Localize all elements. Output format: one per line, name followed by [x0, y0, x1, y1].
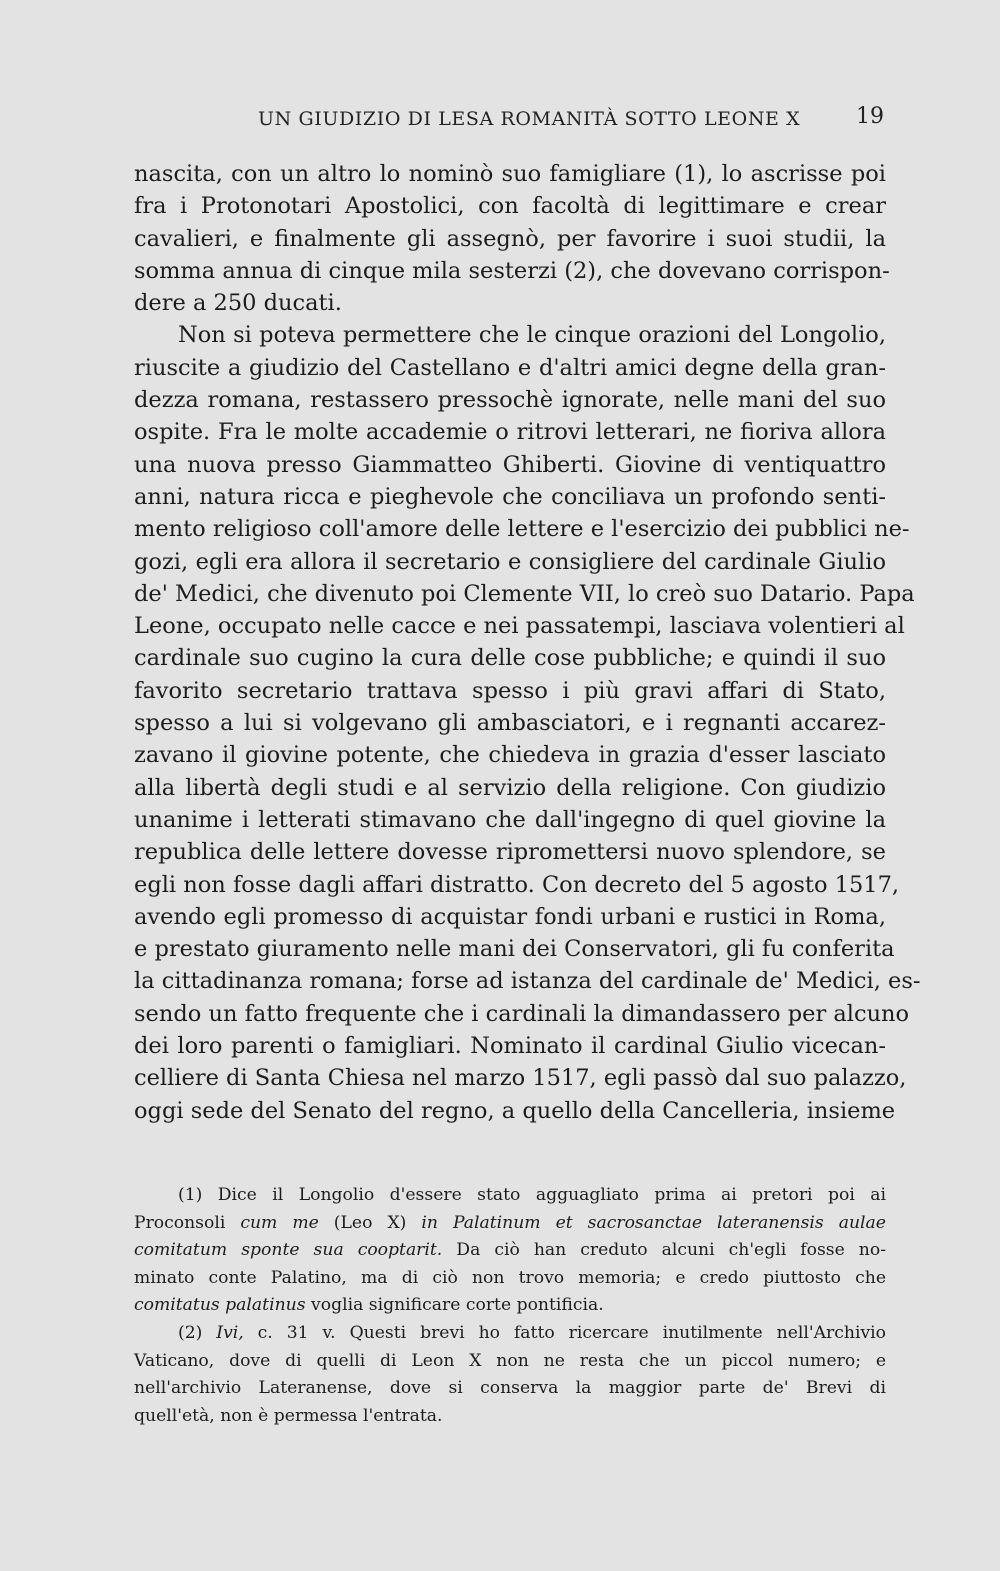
text-line: avendo egli promesso di acquistar fondi urbani e rustici in Roma, [134, 903, 886, 930]
text-line: cavalieri, e finalmente gli assegnò, per favorire i suoi studii, la [134, 225, 886, 252]
text-line: fra i Protonotari Apostolici, con facoltà di legittimare e crear [134, 193, 886, 220]
page-number: 19 [856, 104, 884, 129]
footnote-italic-text: cum me [240, 1212, 319, 1233]
text-line: somma annua di cinque mila sesterzi (2), che dovevano corrispon- [134, 257, 890, 284]
text-line: nascita, con un altro lo nominò suo famigliare (1), lo ascrisse poi [134, 161, 886, 187]
footnote-1 [134, 1182, 886, 1320]
text-line: dere a 250 ducati. [134, 290, 342, 317]
running-title: UN GIUDIZIO DI LESA ROMANITÀ SOTTO LEONE X [258, 108, 801, 130]
footnote-italic-text: comitatus palatinus [134, 1295, 306, 1316]
main-text [134, 158, 921, 1127]
text-line: zavano il giovine potente, che chiedeva in grazia d'esser lasciato [134, 742, 886, 769]
footnote-text: Proconsoli [134, 1212, 241, 1233]
text-line: spesso a lui si volgevano gli ambasciatori, e i regnanti accarez- [134, 710, 886, 737]
footnote-line: nell'archivio Lateranense, dove si conserva la maggior parte de' Brevi di [134, 1378, 886, 1399]
text-line: gozi, egli era allora il secretario e consigliere del cardinale Giulio [134, 548, 886, 575]
text-line: ospite. Fra le molte accademie o ritrovi letterari, ne fioriva allora [134, 419, 886, 446]
footnote-line [134, 1237, 886, 1265]
text-line: favorito secretario trattava spesso i più gravi affari di Stato, [134, 677, 886, 704]
text-line: Non si poteva permettere che le cinque orazioni del Longolio, [178, 322, 886, 349]
footnote-text: c. 31 v. Questi brevi ho fatto ricercare inutilmente nell'Archivio [243, 1322, 886, 1343]
text-line: una nuova presso Giammatteo Ghiberti. Giovine di ventiquattro [134, 451, 886, 478]
footnote-line: (1) Dice il Longolio d'essere stato agguagliato prima ai pretori poi ai [178, 1185, 886, 1205]
text-line: dezza romana, restassero pressochè ignorate, nelle mani del suo [134, 387, 886, 414]
text-line: anni, natura ricca e pieghevole che conciliava un profondo senti- [134, 483, 886, 510]
text-line: alla libertà degli studi e al servizio della religione. Con giudizio [134, 774, 886, 801]
text-line: sendo un fatto frequente che i cardinali la dimandassero per alcuno [134, 1000, 910, 1027]
footnote-line [134, 1210, 886, 1238]
footnote-line: quell'età, non è permessa l'entrata. [134, 1405, 443, 1426]
footnote-text: Da ciò han creduto alcuni ch'egli fosse no- [442, 1240, 886, 1261]
text-line: la cittadinanza romana; forse ad istanza del cardinale de' Medici, es- [134, 968, 921, 995]
text-line: de' Medici, che divenuto poi Clemente VII, lo creò suo Datario. Papa [134, 580, 915, 607]
text-line: cardinale suo cugino la cura delle cose pubbliche; e quindi il suo [134, 645, 886, 672]
footnote-line: Vaticano, dove di quelli di Leon X non ne resta che un piccol numero; e [134, 1350, 886, 1371]
text-line: unanime i letterati stimavano che dall'ingegno di quel giovine la [134, 806, 886, 833]
footnote-line [134, 1320, 886, 1348]
text-line: riuscite a giudizio del Castellano e d'altri amici degne della gran- [134, 354, 886, 381]
text-line: mento religioso coll'amore delle lettere e l'esercizio dei pubblici ne- [134, 516, 910, 543]
text-line: Leone, occupato nelle cacce e nei passatempi, lasciava volentieri al [134, 613, 905, 640]
text-line: republica delle lettere dovesse ripromettersi nuovo splendore, se [134, 839, 886, 866]
footnote-italic-text: Ivi, [216, 1322, 244, 1343]
footnote-text: (Leo X) [318, 1212, 422, 1233]
footnote-italic-text: in Palatinum et sacrosanctae lateranensis aulae [421, 1212, 886, 1233]
footnote-italic-text: comitatum sponte sua cooptarit. [134, 1240, 443, 1261]
footnote-text: voglia significare corte pontificia. [305, 1295, 604, 1316]
text-line: egli non fosse dagli affari distratto. Con decreto del 5 agosto 1517, [134, 871, 900, 898]
running-head [0, 98, 1000, 138]
footnote-line: minato conte Palatino, ma di ciò non trovo memoria; e credo piuttosto che [134, 1267, 886, 1288]
footnote-2 [134, 1320, 886, 1430]
footnote-line [134, 1292, 886, 1320]
text-line: e prestato giuramento nelle mani dei Conservatori, gli fu conferita [134, 936, 895, 963]
text-line: celliere di Santa Chiesa nel marzo 1517, egli passò dal suo palazzo, [134, 1065, 907, 1092]
footnotes [134, 1182, 886, 1430]
footnote-text: (2) [178, 1322, 217, 1343]
text-line: oggi sede del Senato del regno, a quello della Cancelleria, insieme [134, 1097, 896, 1124]
text-line: dei loro parenti o famigliari. Nominato il cardinal Giulio vicecan- [134, 1033, 886, 1060]
